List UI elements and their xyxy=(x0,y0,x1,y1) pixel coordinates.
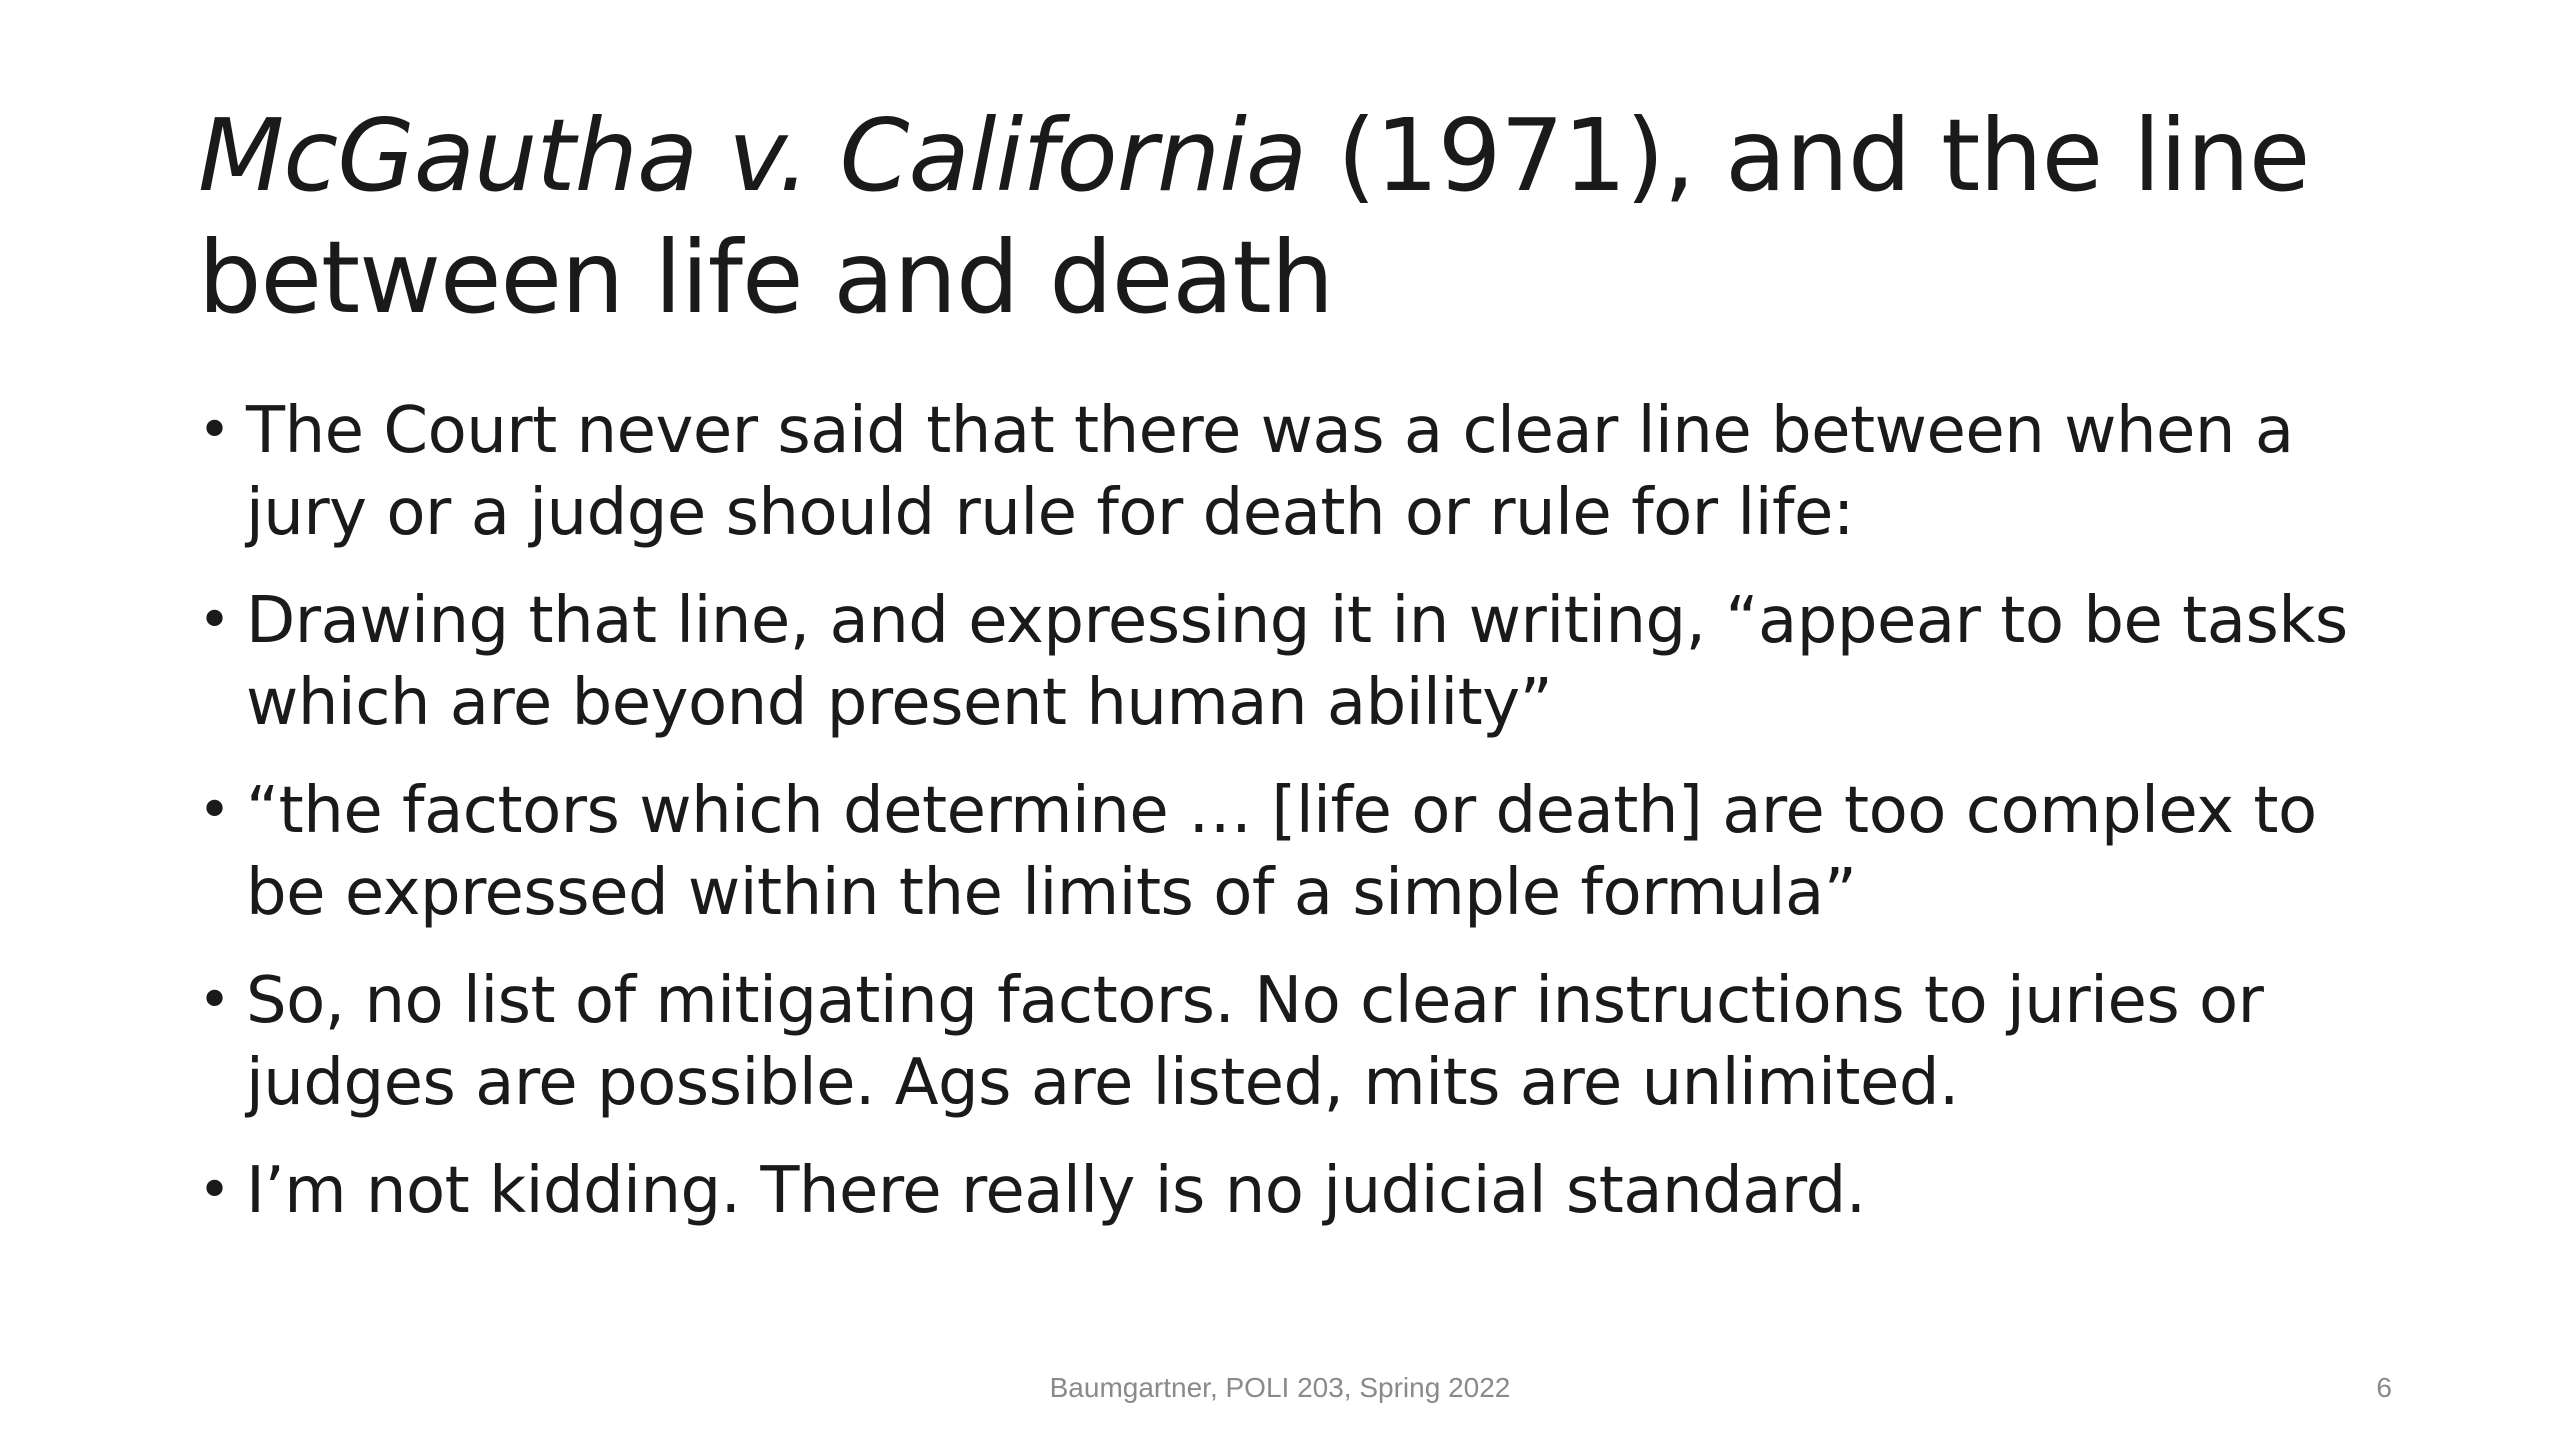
bullet-text: “the factors which determine … [life or death] are too complex to be expressed within the limits of a simple formula” xyxy=(246,774,2317,930)
bullet-text: I’m not kidding. There really is no judicial standard. xyxy=(246,1154,1866,1228)
slide-title-case-name: McGautha v. California xyxy=(198,97,1307,214)
bullet-list xyxy=(198,390,2398,1258)
bullet-icon: • xyxy=(198,968,231,1033)
bullet-item xyxy=(198,770,2398,934)
bullet-item xyxy=(198,390,2398,554)
bullet-icon: • xyxy=(198,778,231,843)
slide-title-rest: (1971), and the line between life and death xyxy=(198,97,2310,336)
bullet-item xyxy=(198,960,2398,1124)
slide-footer: Baumgartner, POLI 203, Spring 2022 xyxy=(1049,1372,1511,1403)
bullet-item xyxy=(198,580,2398,744)
page-number: 6 xyxy=(2376,1372,2392,1403)
bullet-text: So, no list of mitigating factors. No clear instructions to juries or judges are possible. Ags are listed, mits are unlimited. xyxy=(246,964,2264,1120)
bullet-icon: • xyxy=(198,1158,231,1223)
bullet-item xyxy=(198,1150,2398,1232)
bullet-text: The Court never said that there was a clear line between when a jury or a judge should rule for death or rule for life: xyxy=(246,394,2294,550)
bullet-icon: • xyxy=(198,398,231,463)
bullet-icon: • xyxy=(198,588,231,653)
slide-title xyxy=(198,95,2378,339)
bullet-text: Drawing that line, and expressing it in writing, “appear to be tasks which are beyond present human ability” xyxy=(246,584,2348,740)
